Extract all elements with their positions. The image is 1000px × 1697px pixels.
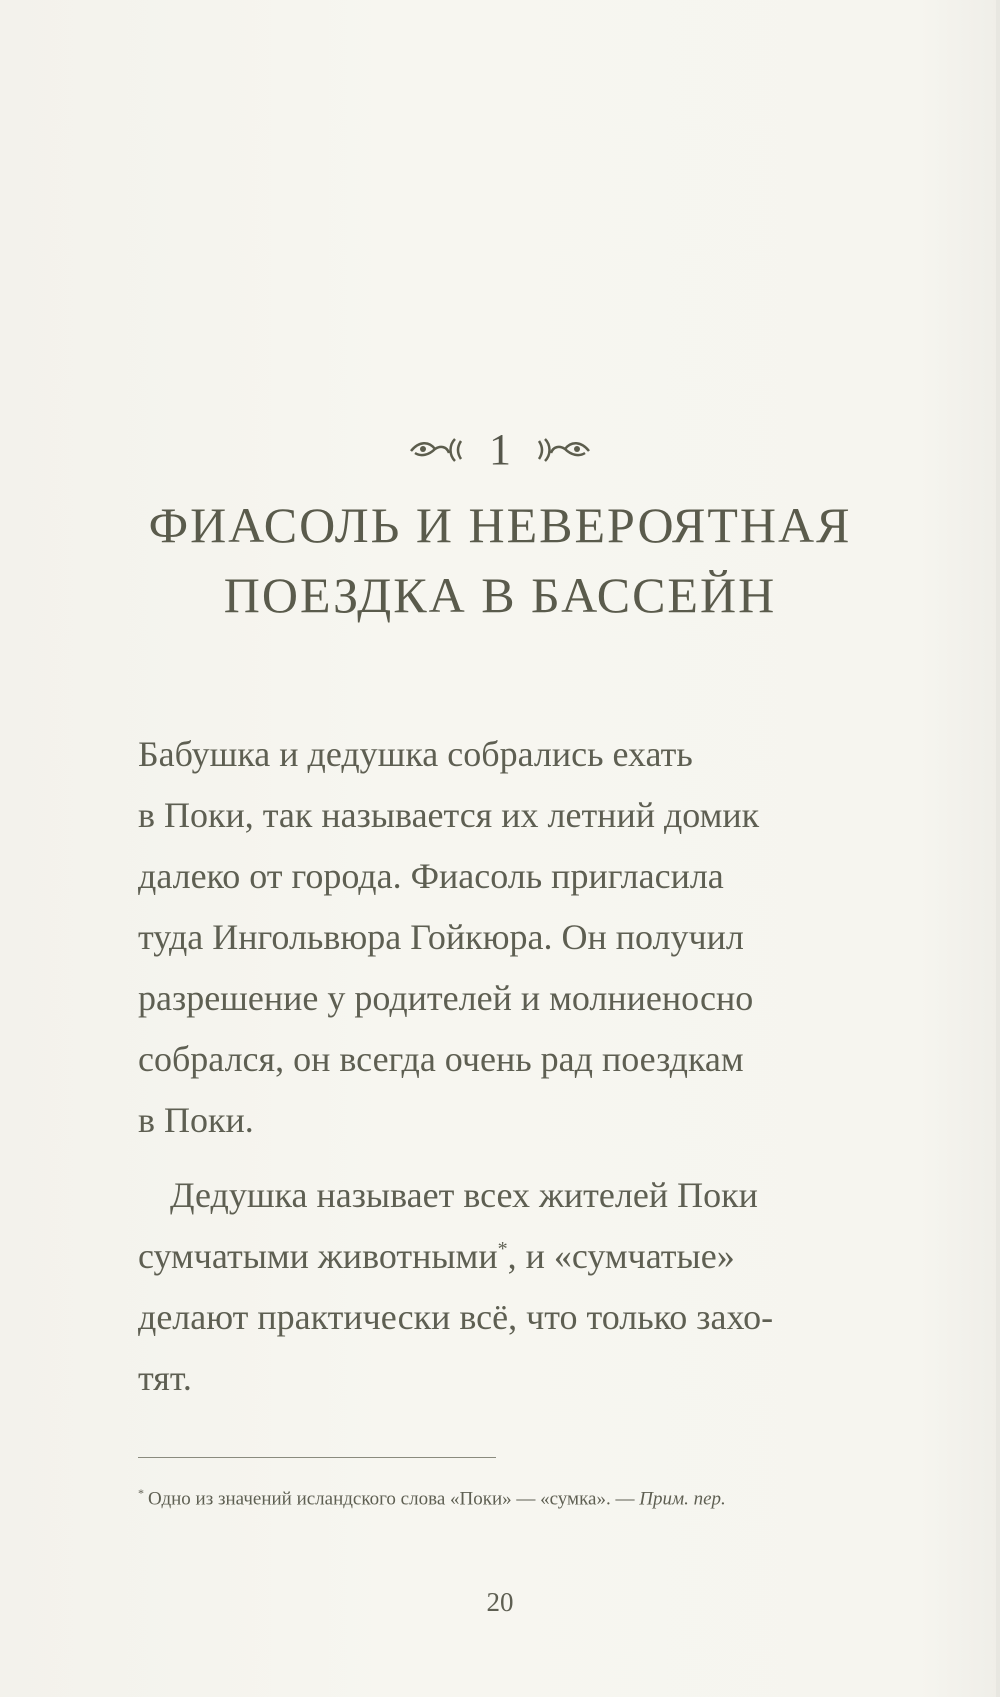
paragraph-2 [138, 1165, 878, 1409]
text-line: туда Ингольвюра Гойкюра. Он получил [138, 917, 744, 957]
body-text [138, 724, 878, 1409]
text-line: тят. [138, 1358, 192, 1398]
text-line: собрался, он всегда очень рад поездкам [138, 1039, 744, 1079]
paragraph-1 [138, 724, 878, 1151]
footnote [138, 1486, 938, 1510]
text-fragment: сумчатыми животными [138, 1236, 498, 1276]
chapter-heading [0, 420, 1000, 630]
footnote-mark: * [138, 1486, 144, 1500]
chapter-title [0, 490, 1000, 630]
text-line: Дедушка называет всех жителей Поки [170, 1175, 758, 1215]
chapter-number-row [0, 420, 1000, 480]
page-number: 20 [486, 1587, 514, 1617]
chapter-title-line: ПОЕЗДКА В БАССЕЙН [223, 567, 777, 623]
text-fragment: , и «сумчатые» [507, 1236, 735, 1276]
text-line [138, 1226, 878, 1287]
footnote-divider [138, 1457, 496, 1458]
right-ornament-icon [525, 435, 595, 465]
footnote-text: Одно из значений исландского слова «Поки» — «сумка». — [148, 1488, 640, 1510]
text-line: в Поки. [138, 1100, 254, 1140]
chapter-title-line: ФИАСОЛЬ И НЕВЕРОЯТНАЯ [148, 497, 852, 553]
footnote-note: Прим. пер. [639, 1488, 726, 1510]
footnote-reference[interactable]: * [497, 1238, 508, 1260]
left-ornament-icon [405, 435, 475, 465]
paragraph-gap [138, 1151, 878, 1165]
text-line: разрешение у родителей и молниеносно [138, 978, 754, 1018]
page-edge [996, 0, 1000, 1697]
text-line: в Поки, так называется их летний домик [138, 795, 760, 835]
chapter-number: 1 [489, 425, 511, 474]
text-line: делают практически всё, что только захо- [138, 1297, 774, 1337]
text-line: далеко от города. Фиасоль пригласила [138, 856, 724, 896]
text-line: Бабушка и дедушка собрались ехать [138, 734, 693, 774]
